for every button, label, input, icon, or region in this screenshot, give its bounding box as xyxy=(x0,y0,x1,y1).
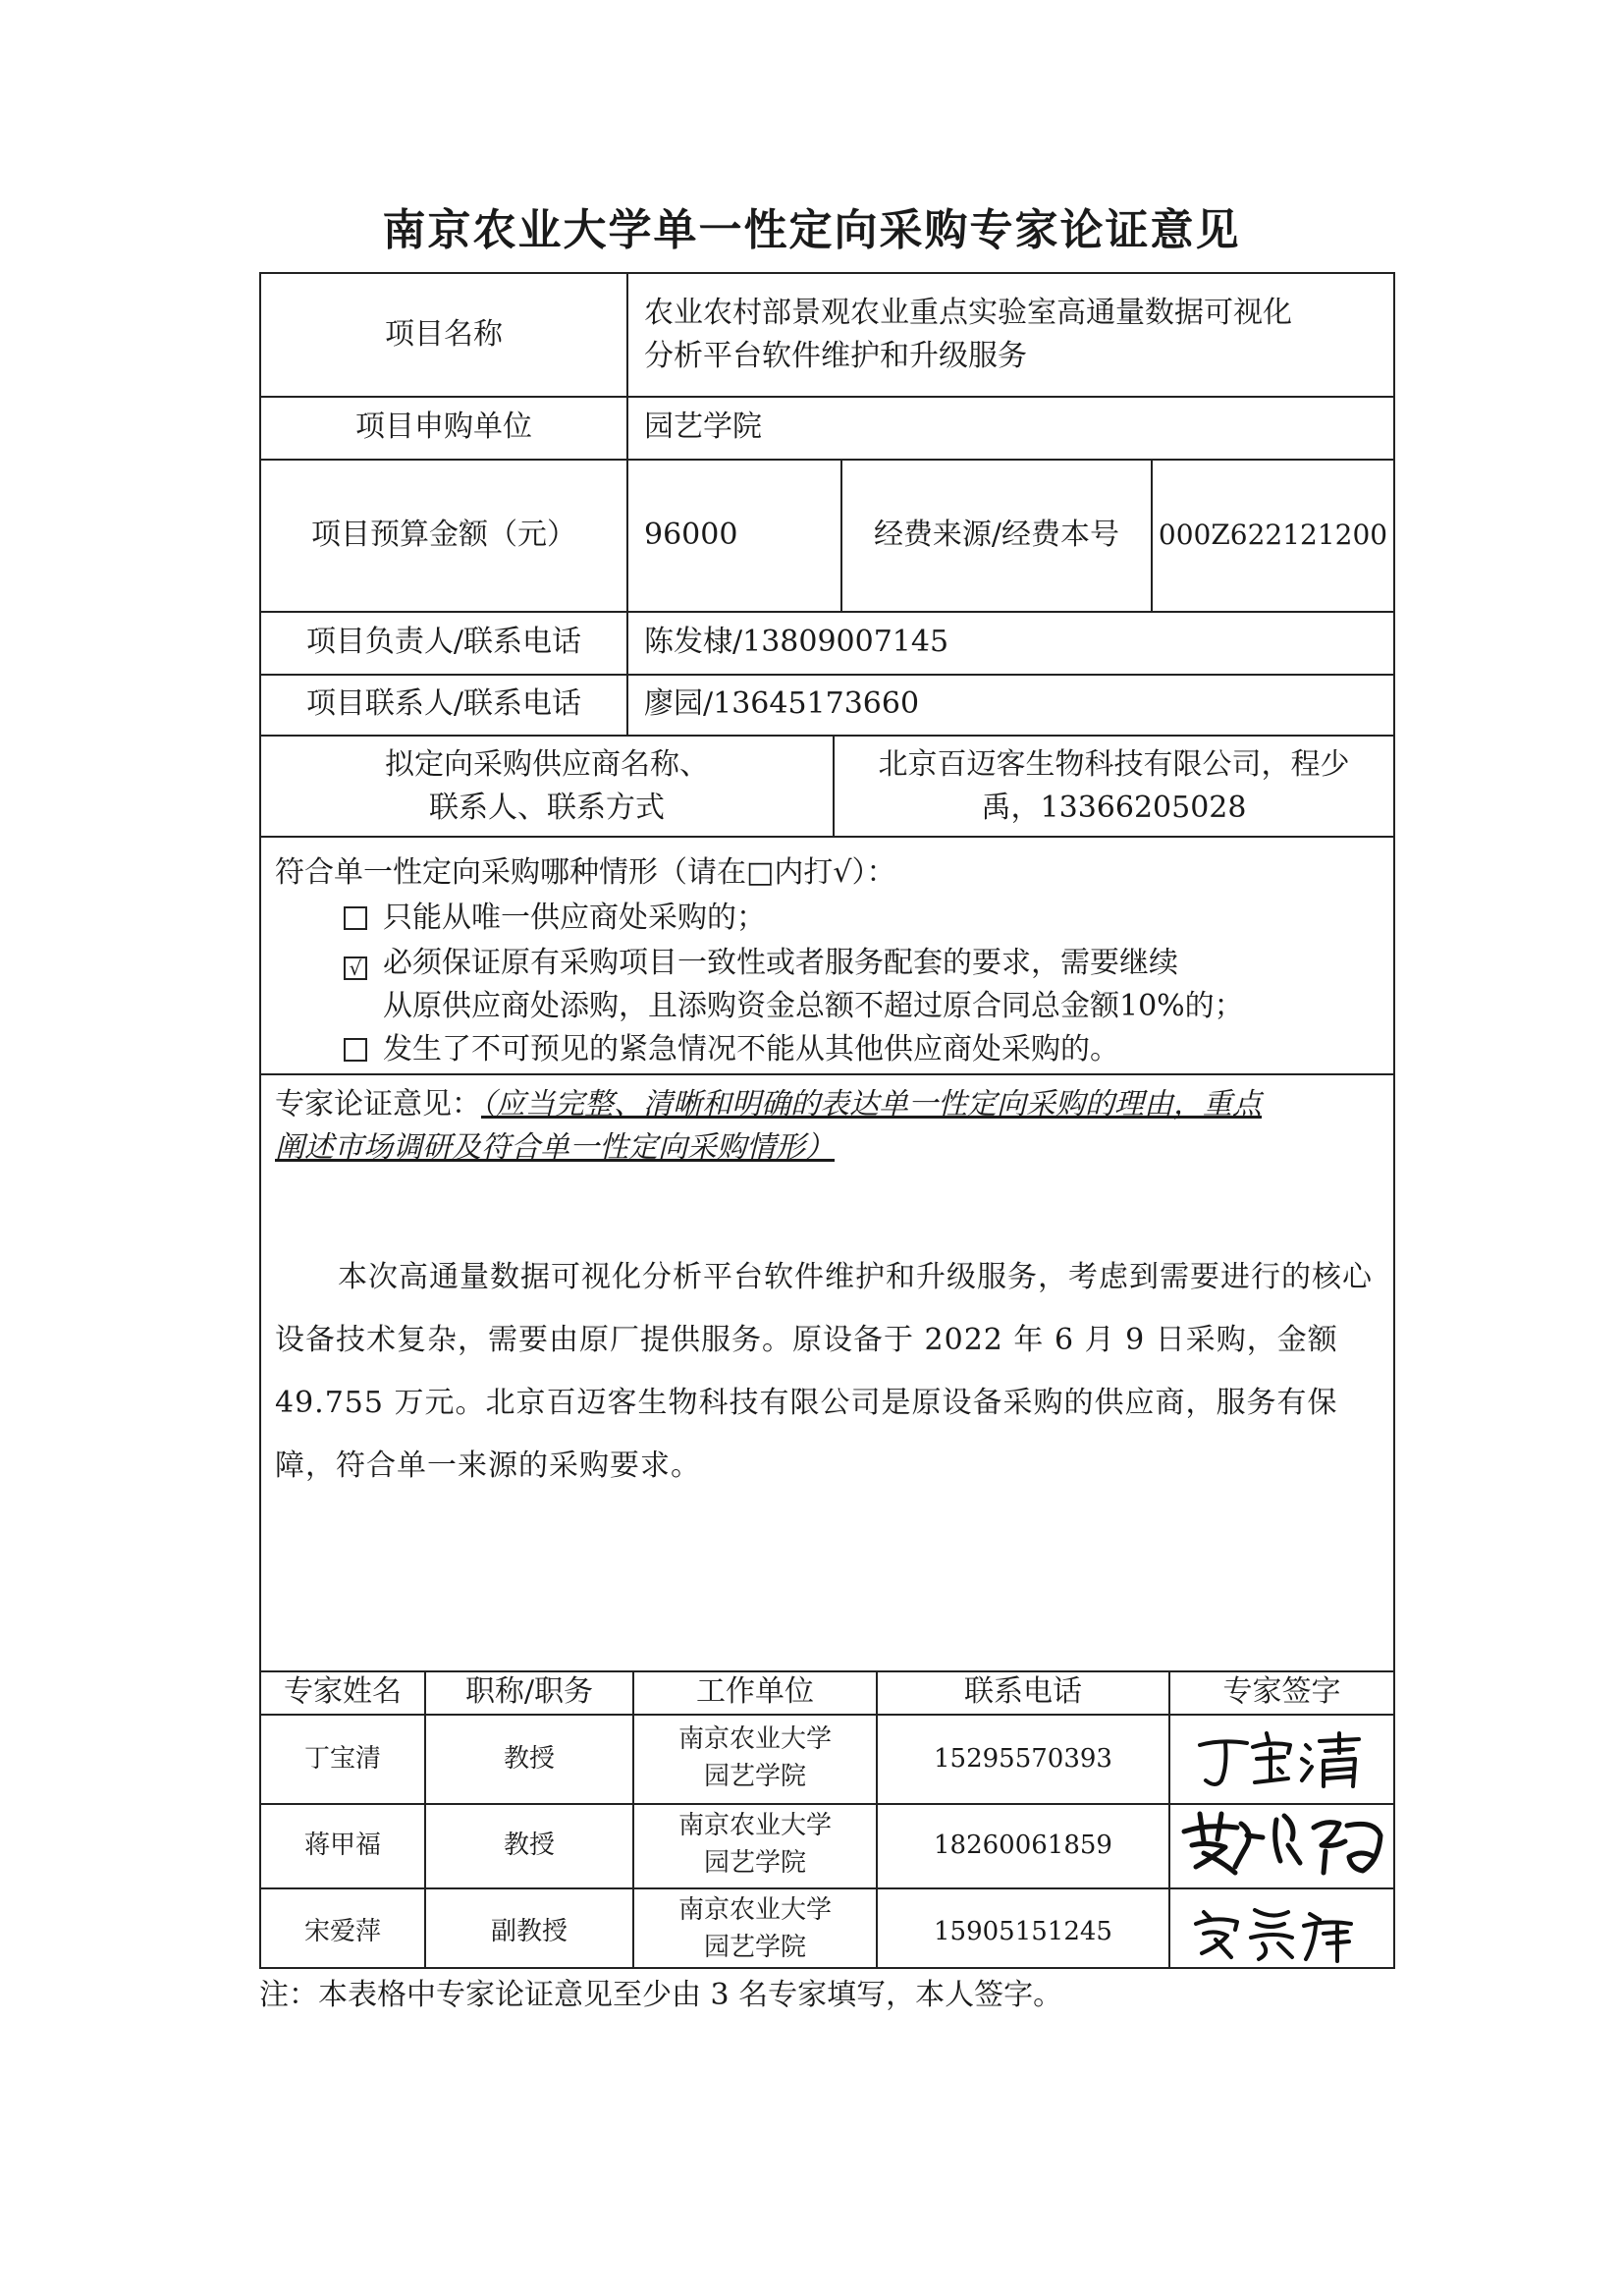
expert-phone: 15905151245 xyxy=(934,1917,1112,1946)
divider xyxy=(261,611,1393,613)
expert-unit-cont: 园艺学院 xyxy=(703,1933,806,1962)
expert-title: 教授 xyxy=(503,1744,555,1774)
project-contact-label: 项目联系人/联系电话 xyxy=(305,686,582,721)
header-phone: 联系电话 xyxy=(964,1674,1082,1709)
applicant-unit-label: 项目申购单位 xyxy=(355,410,532,444)
criteria-option: 发生了不可预见的紧急情况不能从其他供应商处采购的。 xyxy=(344,1028,1119,1071)
expert-name: 丁宝清 xyxy=(303,1744,381,1774)
header-expert-name: 专家姓名 xyxy=(284,1674,402,1709)
applicant-unit-value: 园艺学院 xyxy=(644,410,762,444)
header-signature: 专家签字 xyxy=(1222,1674,1341,1709)
expert-phone: 15295570393 xyxy=(934,1744,1112,1774)
divider xyxy=(261,1714,1393,1716)
opinion-label-line xyxy=(275,1083,1262,1126)
opinion-hint: （应当完整、清晰和明确的表达单一性定向采购的理由，重点 xyxy=(481,1087,1262,1121)
expert-phone: 18260061859 xyxy=(934,1831,1112,1860)
checkbox-checked[interactable] xyxy=(344,957,367,980)
project-leader-value: 陈发棣/13809007145 xyxy=(644,625,949,659)
budget-label: 项目预算金额（元） xyxy=(311,518,576,552)
supplier-label: 拟定向采购供应商名称、 xyxy=(385,747,709,782)
project-contact-value: 廖园/13645173660 xyxy=(644,686,920,721)
expert-title: 副教授 xyxy=(490,1917,568,1946)
divider xyxy=(261,1887,1393,1889)
expert-name: 蒋甲福 xyxy=(303,1831,381,1860)
document-title: 南京农业大学单一性定向采购专家论证意见 xyxy=(382,205,1241,255)
expert-unit-cont: 园艺学院 xyxy=(703,1848,806,1878)
divider xyxy=(261,396,1393,398)
form-table xyxy=(259,272,1395,1969)
expert-name: 宋爱萍 xyxy=(303,1917,381,1946)
project-name-value-cont: 分析平台软件维护和升级服务 xyxy=(644,339,1027,373)
checkbox[interactable] xyxy=(344,906,367,930)
check-icon: √ xyxy=(349,957,362,980)
divider xyxy=(261,459,1393,461)
divider xyxy=(261,735,1393,737)
expert-unit-cont: 园艺学院 xyxy=(703,1762,806,1791)
footnote: 注：本表格中专家论证意见至少由 3 名专家填写，本人签字。 xyxy=(259,1978,1063,2012)
expert-unit: 南京农业大学 xyxy=(677,1724,832,1754)
criteria-option: √ 必须保证原有采购项目一致性或者服务配套的要求，需要继续 xyxy=(344,942,1178,985)
signature-image xyxy=(1190,1900,1367,1963)
supplier-value-cont: 禹，13366205028 xyxy=(981,791,1247,825)
supplier-value: 北京百迈客生物科技有限公司，程少 xyxy=(878,747,1350,782)
divider xyxy=(626,274,628,736)
divider xyxy=(1168,1670,1170,1967)
divider xyxy=(261,674,1393,676)
header-unit: 工作单位 xyxy=(696,1674,814,1709)
opinion-hint-cont: 阐述市场调研及符合单一性定向采购情形） xyxy=(275,1130,835,1165)
expert-title: 教授 xyxy=(503,1831,555,1860)
fund-source-label: 经费来源/经费本号 xyxy=(873,518,1120,552)
checkbox[interactable] xyxy=(344,1038,367,1062)
project-name-label: 项目名称 xyxy=(385,317,503,352)
signature-image xyxy=(1192,1723,1379,1794)
project-leader-label: 项目负责人/联系电话 xyxy=(305,625,582,659)
criteria-option: 只能从唯一供应商处采购的； xyxy=(344,897,766,940)
criteria-option-cont: 从原供应商处添购，且添购资金总额不超过原合同总金额10%的； xyxy=(383,989,1244,1023)
divider xyxy=(261,1073,1393,1075)
criteria-prompt: 符合单一性定向采购哪种情形（请在□内打√）： xyxy=(275,855,896,890)
budget-value: 96000 xyxy=(644,518,738,552)
project-name-value: 农业农村部景观农业重点实验室高通量数据可视化 xyxy=(644,296,1292,330)
header-title: 职称/职务 xyxy=(464,1674,594,1709)
opinion-label: 专家论证意见： xyxy=(275,1087,481,1121)
signature-image xyxy=(1178,1802,1388,1885)
fund-source-value: 000Z622121200 xyxy=(1158,519,1388,551)
supplier-label-cont: 联系人、联系方式 xyxy=(429,791,665,825)
expert-unit: 南京农业大学 xyxy=(677,1895,832,1925)
divider xyxy=(261,836,1393,838)
opinion-body: 本次高通量数据可视化分析平台软件维护和升级服务，考虑到需要进行的核心设备技术复杂，需要由原厂提供服务。原设备于 2022 年 6 月 9 日采购，金额 49.755 万元。北京百迈客生物科技有限公司是原设备采购的供应商，服务有保障，符合单一来源的采购要求。 xyxy=(275,1260,1373,1483)
expert-unit: 南京农业大学 xyxy=(677,1811,832,1840)
